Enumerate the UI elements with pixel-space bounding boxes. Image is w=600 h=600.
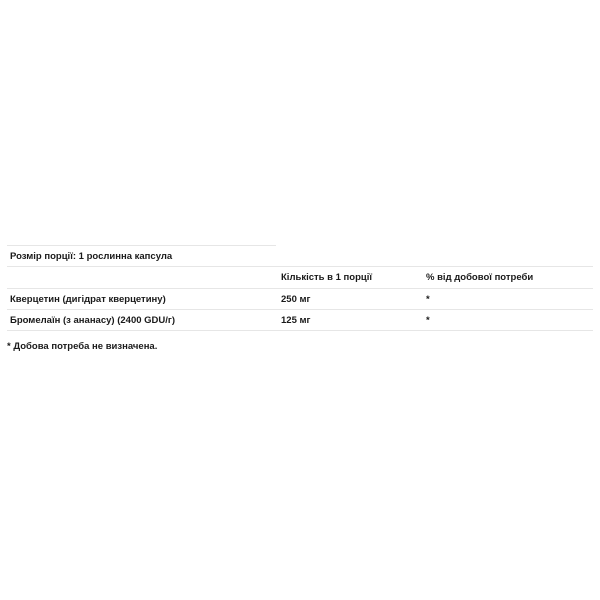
ingredient-amount: 250 мг: [281, 293, 311, 305]
header-daily-value: % від добової потреби: [426, 272, 534, 283]
supplement-facts-table: [7, 245, 593, 331]
table-header-row: [7, 267, 593, 289]
table-row: [7, 289, 593, 310]
ingredient-daily-value: *: [426, 314, 430, 326]
serving-size-row: [7, 246, 593, 267]
header-amount: Кількість в 1 порції: [281, 272, 373, 283]
ingredient-name: Бромелаїн (з ананасу) (2400 GDU/г): [10, 314, 176, 326]
serving-size-label: Розмір порції: 1 рослинна капсула: [10, 250, 173, 262]
table-row: [7, 310, 593, 331]
footnote: * Добова потреба не визначена.: [7, 341, 158, 352]
ingredient-name: Кверцетин (дигідрат кверцетину): [10, 293, 166, 305]
ingredient-daily-value: *: [426, 293, 430, 305]
ingredient-amount: 125 мг: [281, 314, 311, 326]
